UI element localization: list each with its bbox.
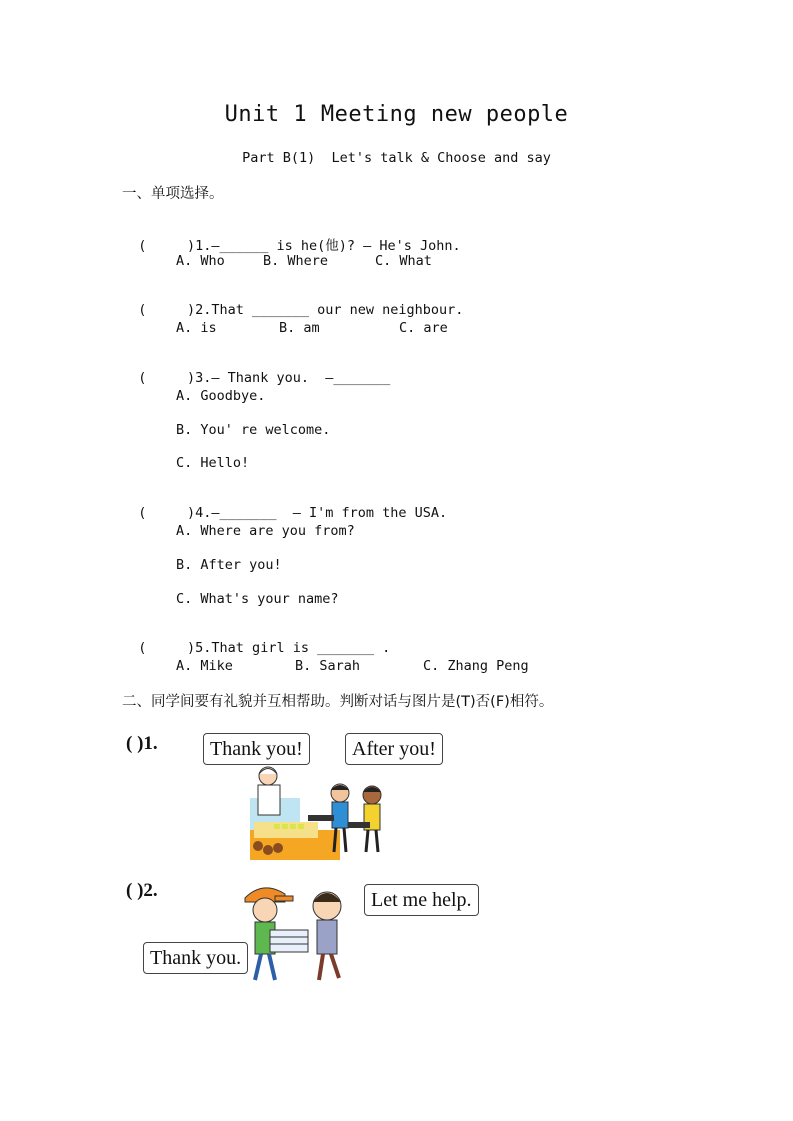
question-number: ( )5.	[138, 640, 212, 656]
option-b: B. Where	[263, 253, 329, 269]
option-a: A. is	[176, 320, 217, 336]
section-2-heading: 二、同学间要有礼貌并互相帮助。判断对话与图片是(T)否(F)相符。	[122, 694, 554, 710]
question-number: ( )3.	[138, 370, 212, 386]
option-c: C. Zhang Peng	[423, 658, 529, 674]
question-text: —_______ — I'm from the USA.	[211, 505, 448, 521]
question-3	[122, 354, 390, 386]
picture-question-2-number: ( )2.	[126, 880, 158, 901]
question-number: ( )1.	[138, 238, 212, 254]
page-title: Unit 1 Meeting new people	[224, 102, 569, 127]
option-b: B. am	[279, 320, 320, 336]
question-text: That girl is _______ .	[211, 640, 391, 656]
cafeteria-illustration	[240, 760, 400, 865]
question-text: — Thank you. —_______	[211, 370, 391, 386]
option-b: B. Sarah	[295, 658, 361, 674]
section-1-heading: 一、单项选择。	[122, 186, 224, 202]
helping-illustration	[235, 880, 365, 990]
page-subtitle: Part B(1) Let's talk & Choose and say	[242, 150, 551, 166]
option-c: C. Hello!	[176, 455, 250, 471]
speech-bubble-2: After you!	[345, 733, 443, 765]
option-a: A. Where are you from?	[176, 523, 355, 539]
option-c: C. What's your name?	[176, 591, 339, 607]
question-text: —______ is he(他)? — He's John.	[211, 238, 461, 254]
option-a: A. Who	[176, 253, 225, 269]
option-a: A. Mike	[176, 658, 233, 674]
question-text: That _______ our new neighbour.	[211, 302, 464, 318]
question-2	[122, 286, 463, 318]
picture-question-1-number: ( )1.	[126, 733, 158, 754]
speech-bubble-4: Thank you.	[143, 942, 248, 974]
option-b: B. You' re welcome.	[176, 422, 331, 438]
option-b: B. After you!	[176, 557, 282, 573]
speech-bubble-1: Thank you!	[203, 733, 310, 765]
option-c: C. What	[375, 253, 432, 269]
question-number: ( )2.	[138, 302, 212, 318]
question-number: ( )4.	[138, 505, 212, 521]
option-a: A. Goodbye.	[176, 388, 266, 404]
question-4	[122, 489, 447, 521]
question-5	[122, 624, 390, 656]
speech-bubble-3: Let me help.	[364, 884, 479, 916]
option-c: C. are	[399, 320, 448, 336]
question-1	[122, 218, 461, 254]
